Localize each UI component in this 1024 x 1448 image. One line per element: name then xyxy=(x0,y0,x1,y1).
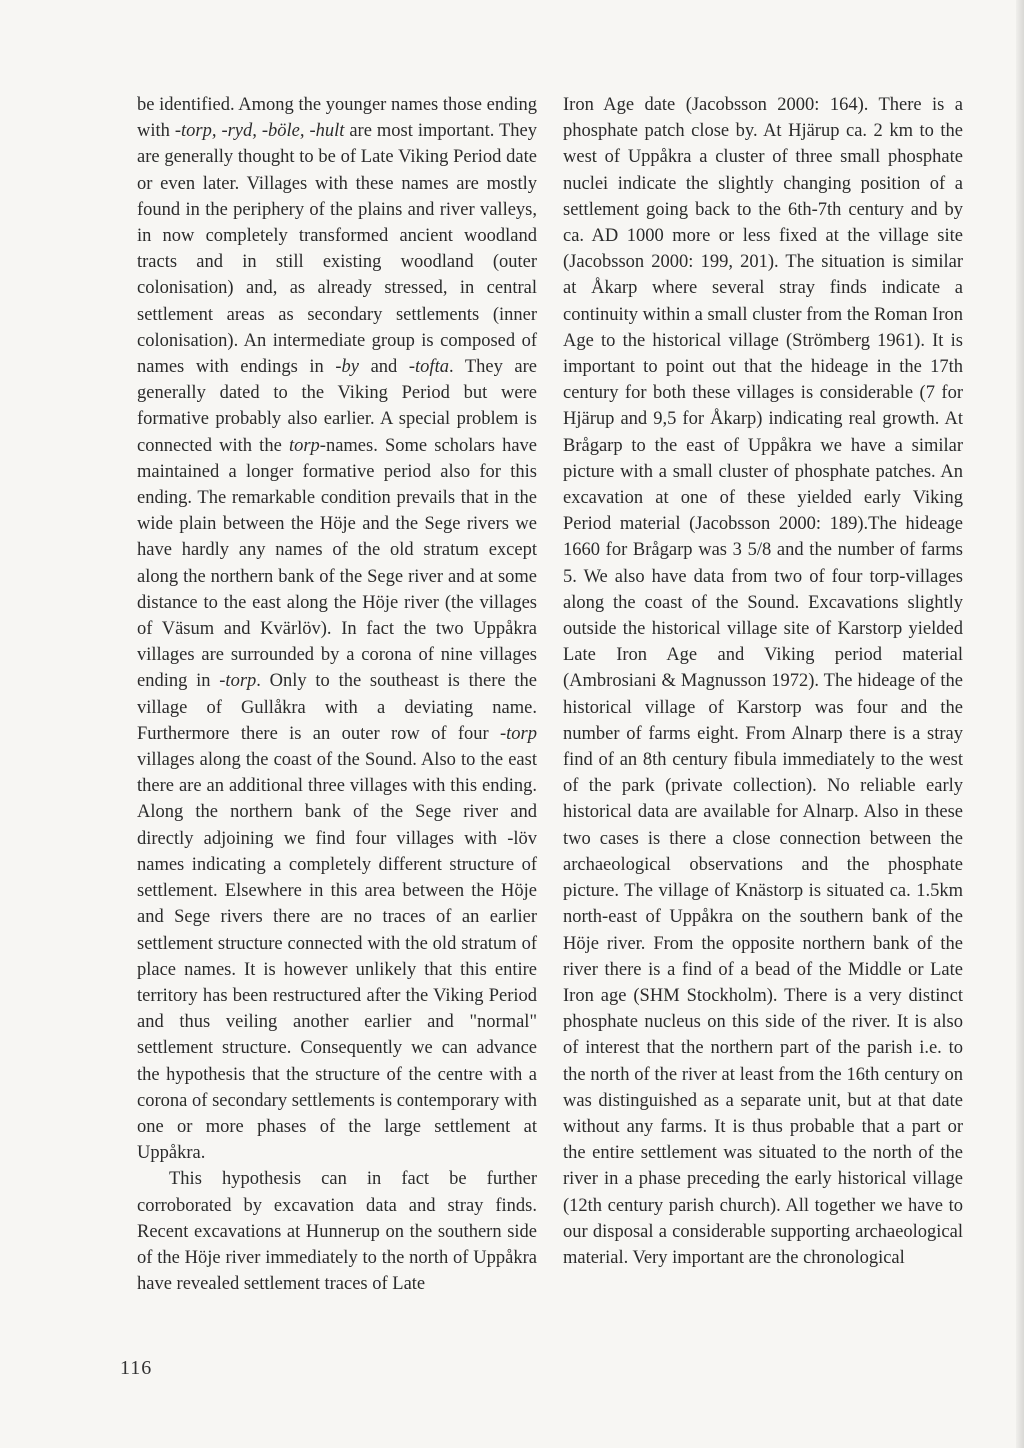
page-number: 116 xyxy=(120,1357,153,1379)
text-run: Iron Age date (Jacobsson 2000: 164). There is a phosphate patch close by. At Hjärup ca. 2 km to the west of Uppåkra a cluster of three small phosphate nuclei indicate the slightly changing position of a settlement going back to the 6th-7th century and by ca. AD 1000 more or less fixed at the village site (Jacobsson 2000: 199, 201). The situation is similar at Åkarp where several stray finds indicate a continuity within a small cluster from the Roman Iron Age to the historical village (Strömberg 1961). It is important to point out that the hideage in the 17th century for both these villages is considerable (7 for Hjärup and 9,5 for Åkarp) indicating real growth. At Brågarp to the east of Uppåkra we have a similar picture with a small cluster of phosphate patches. An excavation at one of these yielded early Viking Period material (Jacobsson 2000: 189).The hideage 1660 for Brågarp was 3 5/8 and the number of farms 5. We also have data from two of four torp-villages along the coast of the Sound. Excavations slightly outside the historical village site of Karstorp yielded Late Iron Age and Viking period material (Ambrosiani & Magnusson 1972). The hideage of the historical village of Karstorp was four and the number of farms eight. From Alnarp there is a stray find of an 8th century fibula immediately to the west of the park (private collection). No reliable early historical data are available for Alnarp. Also in these two cases is there a close connection between the archaeological observations and the phosphate picture. The village of Knästorp is situated ca. 1.5km north-east of Uppåkra on the southern bank of the Höje river. From the opposite northern bank of the river there is a find of a bead of the Middle or Late Iron age (SHM Stockholm). There is a very distinct phosphate nucleus on this side of the river. It is also of interest that the northern part of the parish i.e. to the north of the river at least from the 16th century on was distinguished as a separate unit, but at that date without any farms. It is thus probable that a part or the entire settlement was situated to the north of the river in a phase preceding the early historical village (12th century parish church). All together we have to our disposal a considerable supporting archaeological material. Very important are the chronological xyxy=(563,95,963,1268)
right-column-paragraph xyxy=(563,92,963,1271)
text-run: villages along the coast of the Sound. Also to the east there are an additional three villages with this ending. Along the northern bank of the Sege river and directly adjoining we find four villages with -löv names indicating a completely different structure of settlement. Elsewhere in this area between the Höje and Sege rivers there are no traces of an earlier settlement structure connected with the old stratum of place names. It is however unlikely that this entire territory has been restructured after the Viking Period and thus veiling another earlier and "normal" settlement structure. Consequently we can advance the hypothesis that the structure of the centre with a corona of secondary settlements is contemporary with one or more phases of the large settlement at Uppåkra. xyxy=(137,750,537,1164)
italic-term: -torp, -ryd, -böle, -hult xyxy=(174,121,345,142)
text-run: -names. Some scholars have maintained a longer formative period also for this ending. The remarkable condition prevails that in the wide plain between the Höje and the Sege rivers we have hardly any names of the old stratum except along the northern bank of the Sege river and at some distance to the east along the Höje river (the villages of Väsum and Kvärlöv). In fact the two Uppåkra villages are surrounded by a corona of nine villages ending in xyxy=(137,435,537,692)
italic-term: -torp xyxy=(500,723,537,744)
text-run: . They are generally dated to the Viking Period but were formative probably also earlier. A special problem is connected with the xyxy=(137,357,537,456)
left-text-column xyxy=(137,92,537,1297)
italic-term: torp xyxy=(288,435,320,456)
text-run: be identified. Among the younger names those ending with xyxy=(137,95,537,142)
italic-term: -tofta xyxy=(408,357,449,378)
left-column-paragraph xyxy=(137,92,537,1166)
text-run: . Only to the southeast is there the village of Gullåkra with a deviating name. Furthermore there is an outer row of four xyxy=(137,671,537,744)
text-run: and xyxy=(359,357,409,378)
right-text-column xyxy=(563,92,963,1271)
italic-term: -torp xyxy=(219,671,257,692)
left-column-paragraph xyxy=(137,1166,537,1297)
text-run: This hypothesis can in fact be further corroborated by excavation data and stray finds. Recent excavations at Hunnerup on the southern side of the Höje river immediately to the north of Uppåkra have revealed settlement traces of Late xyxy=(137,1169,537,1295)
italic-term: -by xyxy=(335,357,360,378)
page-edge-shadow xyxy=(1016,0,1024,1448)
text-run: are most important. They are generally thought to be of Late Viking Period date or even later. Villages with these names are mostly found in the periphery of the plains and river valleys, in now completely transformed ancient woodland tracts and in still existing woodland (outer colonisation) and, as already stressed, in central settlement areas as secondary settlements (inner colonisation). An intermediate group is composed of names with endings in xyxy=(137,121,538,378)
